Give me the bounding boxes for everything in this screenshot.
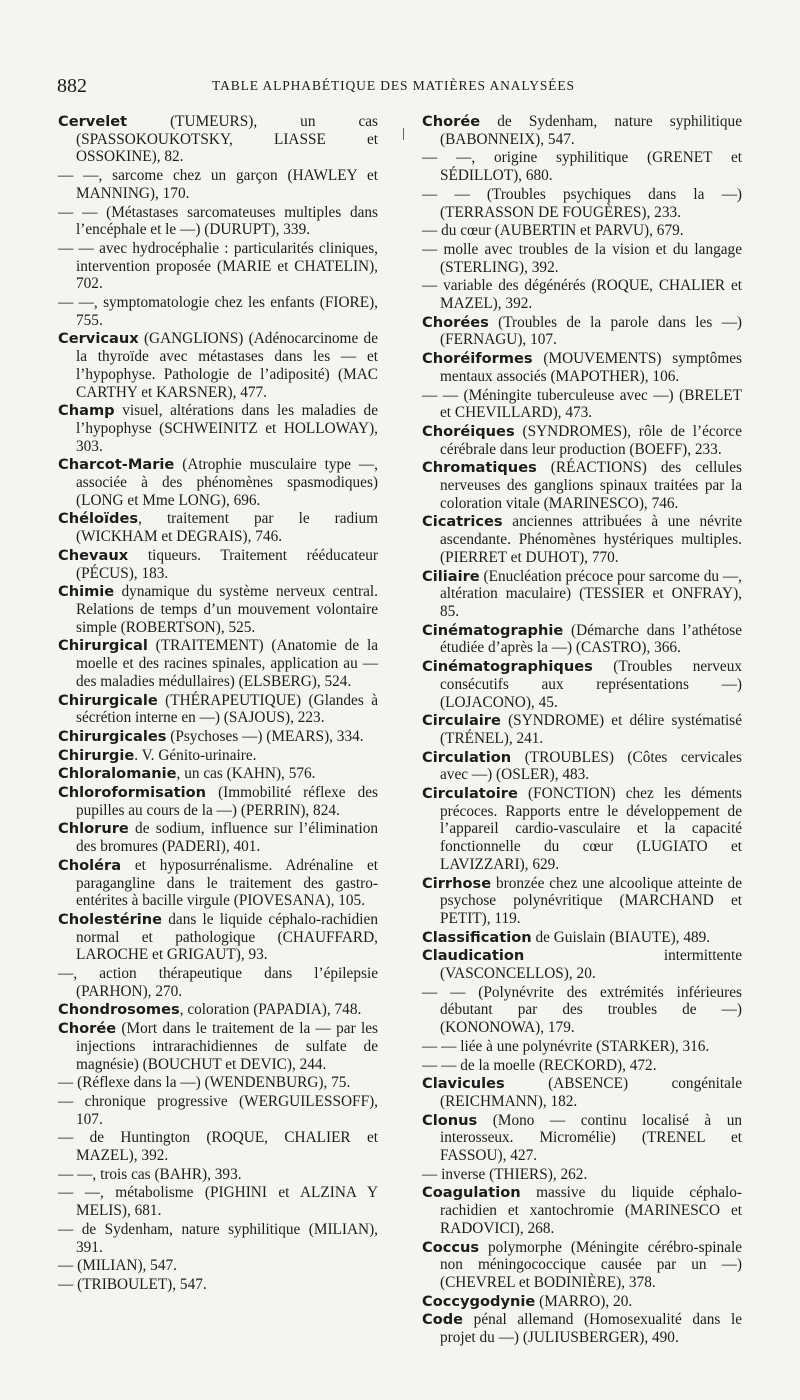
index-entry xyxy=(422,1112,742,1165)
entry-text: (TUMEURS), un cas (SPASSOKOUKOTSKY, LIASSE et OSSOKINE), 82. xyxy=(76,113,378,166)
entry-text: (Enucléation précoce pour sarcome du —, altération maculaire) (TESSIER et ONFRAY), 85. xyxy=(440,567,742,620)
entry-headword: Circulatoire xyxy=(422,785,518,803)
index-entry xyxy=(422,712,742,747)
index-entry xyxy=(422,1293,742,1311)
index-entry xyxy=(422,222,742,240)
entry-text: de Guislain (BIAUTE), 489. xyxy=(531,928,711,946)
index-entry xyxy=(58,692,378,727)
entry-headword: Chondrosomes xyxy=(58,1001,180,1019)
index-entry xyxy=(58,637,378,690)
entry-text: — —, trois cas (BAHR), 393. xyxy=(58,1165,242,1183)
entry-headword: Claudication xyxy=(422,947,525,965)
entry-text: (Psychoses —) (MEARS), 334. xyxy=(166,727,364,745)
entry-text: polymorphe (Méningite cérébro-spinale non méningococcique causée par un —) (CHEVREL et BODINIÈRE), 378. xyxy=(440,1238,742,1291)
index-entry xyxy=(58,1093,378,1128)
entry-headword: Chirurgical xyxy=(58,637,148,655)
entry-headword: Coccygodynie xyxy=(422,1292,536,1310)
entry-text: — —, métabolisme (PIGHINI et ALZINA Y MELIS), 681. xyxy=(58,1184,378,1220)
index-entry xyxy=(422,314,742,349)
index-entry xyxy=(422,1184,742,1237)
entry-headword: Chirurgicale xyxy=(58,691,158,709)
index-entry xyxy=(58,911,378,964)
index-entry xyxy=(58,1276,378,1294)
entry-text: (THÉRAPEUTIQUE) (Glandes à sécrétion interne en —) (SAJOUS), 223. xyxy=(76,691,378,727)
entry-headword: Chimie xyxy=(58,583,115,601)
entry-text: intermittente (VASCONCELLOS), 20. xyxy=(440,947,742,983)
index-entry xyxy=(58,402,378,455)
index-entry xyxy=(58,857,378,910)
index-entry xyxy=(58,747,378,765)
index-entry xyxy=(422,1311,742,1346)
index-entry xyxy=(422,1057,742,1075)
page-number: 882 xyxy=(57,75,87,97)
entry-text: . V. Génito-urinaire. xyxy=(134,746,257,764)
entry-text: — — avec hydrocéphalie : particularités cliniques, intervention proposée (MARIE et CHATELIN), 702. xyxy=(58,239,378,293)
entry-text: — — (Métastases sarcomateuses multiples dans l’encéphale et le —) (DURUPT), 339. xyxy=(58,203,378,239)
entry-text: anciennes attribuées à une névrite ascendante. Phénomènes hystériques multiples. (PIERRET et DUHOT), 770. xyxy=(440,513,742,566)
entry-text: , traitement par le radium (WICKHAM et DEGRAIS), 746. xyxy=(76,510,378,546)
entry-text: — de Huntington (ROQUE, CHALIER et MAZEL), 392. xyxy=(58,1129,378,1165)
entry-text: (Atrophie musculaire type —, associée à des phénomènes spasmodiques) (LONG et Mme LONG), 696. xyxy=(76,456,378,509)
index-entry xyxy=(422,1075,742,1110)
index-entry xyxy=(422,875,742,928)
entry-text: de Sydenham, nature syphilitique (BABONNEIX), 547. xyxy=(440,113,742,148)
entry-headword: Chlorure xyxy=(58,820,129,838)
entry-text: (Mono — continu localisé à un interosseux. Micromélie) (TRENEL et FASSOU), 427. xyxy=(440,1111,742,1165)
index-entry xyxy=(422,1166,742,1184)
entry-headword: Ciliaire xyxy=(422,567,480,585)
index-entry xyxy=(422,277,742,312)
entry-text: (FONCTION) chez les déments précoces. Rapports entre le développement de l’appareil cardio-vasculaire et la capacité fonctionnelle du cœur (LUGIATO et LAVIZZARI), 629. xyxy=(440,785,742,873)
entry-text: — de Sydenham, nature syphilitique (MILIAN), 391. xyxy=(58,1220,378,1256)
entry-headword: Choréiformes xyxy=(422,350,533,368)
entry-text: — —, symptomatologie chez les enfants (FIORE), 755. xyxy=(58,294,378,329)
entry-text: — — de la moelle (RECKORD), 472. xyxy=(422,1056,657,1074)
right-column xyxy=(422,113,742,1348)
index-entry xyxy=(58,240,378,293)
entry-headword: Chorée xyxy=(58,1020,117,1038)
entry-text: — du cœur (AUBERTIN et PARVU), 679. xyxy=(422,222,684,240)
entry-headword: Chloroformisation xyxy=(58,784,207,802)
entry-text: (RÉACTIONS) des cellules nerveuses des ganglions spinaux traitées par la coloration vitale (MARINESCO), 746. xyxy=(440,459,742,512)
index-entry xyxy=(58,1184,378,1219)
entry-headword: Choréiques xyxy=(422,422,515,440)
entry-text: visuel, altérations dans les maladies de l’hypophyse (SCHWEINITZ et HOLLOWAY), 303. xyxy=(76,402,378,455)
entry-text: (MARRO), 20. xyxy=(535,1292,633,1310)
entry-headword: Chéloïdes xyxy=(58,510,139,528)
entry-text: — chronique progressive (WERGUILESSOFF), 107. xyxy=(58,1092,378,1128)
index-entry xyxy=(58,1074,378,1092)
entry-text: dans le liquide céphalo-rachidien normal et pathologique (CHAUFFARD, LAROCHE et GRIGAUT), 93. xyxy=(76,910,378,964)
entry-text: — — (Troubles psychiques dans la —) (TERRASSON DE FOUGÈRES), 233. xyxy=(422,185,742,221)
entry-text: pénal allemand (Homosexualité dans le projet du —) (JULIUSBERGER), 490. xyxy=(440,1311,742,1347)
entry-text: — inverse (THIERS), 262. xyxy=(422,1165,588,1183)
index-entry xyxy=(422,1038,742,1056)
index-entry xyxy=(58,1001,378,1019)
entry-text: — (TRIBOULET), 547. xyxy=(58,1276,207,1293)
index-entry xyxy=(58,294,378,329)
entry-headword: Cicatrices xyxy=(422,513,503,531)
index-entry xyxy=(58,510,378,545)
entry-headword: Chirurgicales xyxy=(58,727,167,745)
index-entry xyxy=(422,387,742,422)
index-entry xyxy=(58,204,378,239)
entry-text: massive du liquide céphalo-rachidien et xantochromie (MARINESCO et RADOVICI), 268. xyxy=(440,1184,742,1237)
entry-headword: Champ xyxy=(58,402,115,420)
entry-headword: Clonus xyxy=(422,1111,478,1129)
index-entry xyxy=(58,113,378,166)
entry-headword: Cholestérine xyxy=(58,910,163,928)
index-entry xyxy=(422,947,742,982)
entry-text: — —, sarcome chez un garçon (HAWLEY et MANNING), 170. xyxy=(58,167,378,202)
entry-text: (Démarche dans l’athétose étudiée d’après la —) (CASTRO), 366. xyxy=(440,621,742,657)
entry-text: (TRAITEMENT) (Anatomie de la moelle et des racines spinales, application au — des maladies médullaires) (ELSBERG), 524. xyxy=(76,637,378,690)
entry-text: (SYNDROME) et délire systématisé (TRÉNEL), 241. xyxy=(440,712,742,747)
running-title: TABLE ALPHABÉTIQUE DES MATIÈRES ANALYSÉES xyxy=(212,78,575,93)
entry-headword: Choléra xyxy=(58,856,122,874)
entry-text: et hyposurrénalisme. Adrénaline et paragangline dans le traitement des gastro-entérites à bacille virgule (PIOVESANA), 105. xyxy=(76,856,378,910)
index-entry xyxy=(422,1239,742,1292)
entry-text: tiqueurs. Traitement rééducateur (PÉCUS), 183. xyxy=(76,546,378,582)
entry-headword: Coccus xyxy=(422,1238,480,1256)
index-entry xyxy=(422,749,742,784)
index-entry xyxy=(422,785,742,874)
entry-text: (ABSENCE) congénitale (REICHMANN), 182. xyxy=(440,1075,742,1110)
entry-headword: Cinématographie xyxy=(422,621,564,639)
index-entry xyxy=(58,1257,378,1275)
entry-text: (Troubles de la parole dans les —) (FERNAGU), 107. xyxy=(440,313,742,349)
entry-text: , un cas (KAHN), 576. xyxy=(176,765,316,783)
entry-text: — — (Méningite tuberculeuse avec —) (BRELET et CHEVILLARD), 473. xyxy=(422,386,742,422)
entry-headword: Cinématographiques xyxy=(422,658,593,676)
index-entry xyxy=(422,423,742,458)
index-entry xyxy=(58,1221,378,1256)
entry-text: — variable des dégénérés (ROQUE, CHALIER et MAZEL), 392. xyxy=(422,277,742,313)
entry-text: bronzée chez une alcoolique atteinte de psychose polynévritique (MARCHAND et PETIT), 119. xyxy=(440,874,742,927)
entry-text: (SYNDROMES), rôle de l’écorce cérébrale dans leur production (BOEFF), 233. xyxy=(440,422,742,458)
entry-headword: Chorée xyxy=(422,113,481,130)
index-entry xyxy=(422,984,742,1037)
entry-headword: Chirurgie xyxy=(58,746,135,764)
entry-headword: Chromatiques xyxy=(422,459,537,477)
index-entry xyxy=(422,929,742,947)
entry-headword: Classification xyxy=(422,928,532,946)
index-entry xyxy=(58,965,378,1000)
entry-text: de sodium, influence sur l’élimination des bromures (PADERI), 401. xyxy=(76,820,378,856)
entry-headword: Circulaire xyxy=(422,712,501,730)
index-entry xyxy=(422,149,742,184)
index-entry xyxy=(58,1129,378,1164)
entry-headword: Charcot-Marie xyxy=(58,456,175,474)
index-entry xyxy=(58,1020,378,1073)
entry-headword: Cervelet xyxy=(58,113,128,130)
entry-text: (Mort dans le traitement de la — par les injections intrarachidiennes de sulfate de magnésie) (BOUCHUT et DEVIC), 244. xyxy=(76,1020,378,1073)
entry-headword: Chevaux xyxy=(58,546,129,564)
index-entry xyxy=(422,113,742,148)
index-entry xyxy=(58,765,378,783)
index-entry xyxy=(58,583,378,636)
entry-text: — molle avec troubles de la vision et du langage (STERLING), 392. xyxy=(422,240,742,276)
entry-text: — —, origine syphilitique (GRENET et SÉDILLOT), 680. xyxy=(422,149,742,185)
index-entry xyxy=(58,456,378,509)
index-entry xyxy=(58,330,378,401)
index-entry xyxy=(422,459,742,512)
index-entry xyxy=(422,658,742,711)
entry-headword: Cervicaux xyxy=(58,330,139,348)
index-entry xyxy=(422,513,742,566)
index-entry xyxy=(422,622,742,657)
entry-headword: Circulation xyxy=(422,748,512,766)
index-entry xyxy=(422,350,742,385)
entry-text: —, action thérapeutique dans l’épilepsie (PARHON), 270. xyxy=(58,965,378,1000)
entry-text: dynamique du système nerveux central. Relations de temps d’un mouvement volontaire simple (ROBERTSON), 525. xyxy=(76,583,378,636)
index-entry xyxy=(58,820,378,855)
entry-text: — (Réflexe dans la —) (WENDENBURG), 75. xyxy=(58,1074,351,1092)
index-entry xyxy=(422,568,742,621)
entry-headword: Code xyxy=(422,1311,464,1329)
entry-headword: Chloralomanie xyxy=(58,765,177,783)
index-entry xyxy=(58,1166,378,1184)
column-rule xyxy=(403,128,404,140)
index-entry xyxy=(422,186,742,221)
index-entry xyxy=(422,241,742,276)
entry-text: (MOUVEMENTS) symptômes mentaux associés (MAPOTHER), 106. xyxy=(440,350,742,385)
entry-headword: Clavicules xyxy=(422,1075,505,1093)
entry-headword: Chorées xyxy=(422,313,489,331)
entry-text: — — liée à une polynévrite (STARKER), 316. xyxy=(422,1037,710,1055)
entry-text: , coloration (PAPADIA), 748. xyxy=(179,1001,362,1019)
entry-text: — (MILIAN), 547. xyxy=(58,1257,177,1275)
left-column xyxy=(58,113,378,1295)
index-entry xyxy=(58,728,378,746)
entry-headword: Cirrhose xyxy=(422,874,492,892)
index-entry xyxy=(58,547,378,582)
entry-text: (Immobilité réflexe des pupilles au cours de la —) (PERRIN), 824. xyxy=(76,784,378,819)
entry-text: (Troubles nerveux consécutifs aux représentations —) (LOJACONO), 45. xyxy=(440,658,742,711)
entry-text: (TROUBLES) (Côtes cervicales avec —) (OSLER), 483. xyxy=(440,748,742,784)
entry-headword: Coagulation xyxy=(422,1184,521,1202)
index-entry xyxy=(58,167,378,202)
entry-text: (GANGLIONS) (Adénocarcinome de la thyroïde avec métastases dans les — et l’hypophyse. Pathologie de l’adiposité) (MAC CARTHY et KARSNER), 477. xyxy=(76,330,378,401)
index-entry xyxy=(58,784,378,819)
entry-text: — — (Polynévrite des extrémités inférieures débutant par des troubles de —) (KONONOWA), 179. xyxy=(422,983,742,1037)
